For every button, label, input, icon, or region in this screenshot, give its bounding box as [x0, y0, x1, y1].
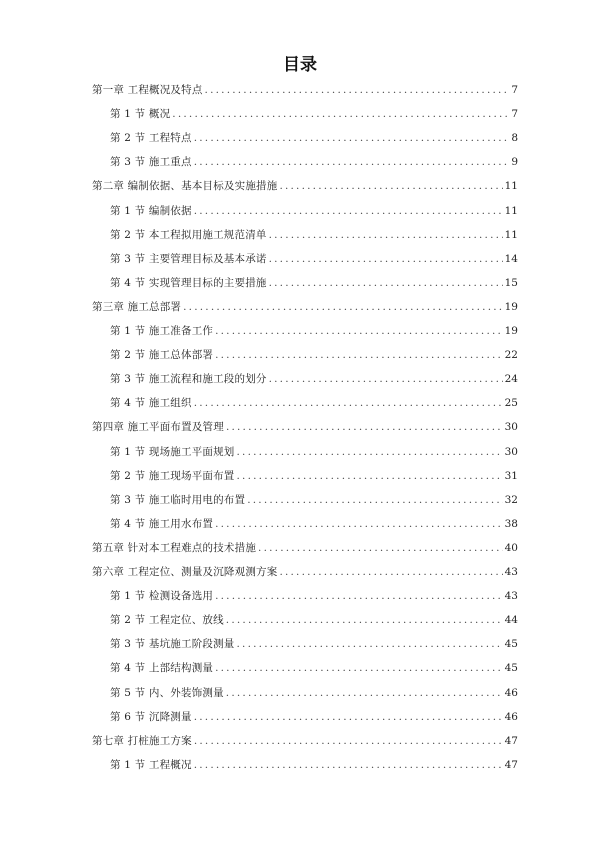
- toc-entry-label: 第 2 节 施工总体部署: [110, 349, 214, 362]
- toc-page-number: 15: [504, 276, 518, 289]
- toc-entry-label: 第 1 节 编制依据: [110, 204, 192, 217]
- toc-page-number: 30: [504, 445, 518, 458]
- toc-dot-leader: [237, 442, 503, 462]
- toc-dot-leader: [215, 586, 503, 606]
- toc-page-number: 47: [504, 734, 518, 747]
- toc-section-entry[interactable]: [110, 128, 518, 148]
- toc-page-number: 30: [504, 421, 518, 434]
- toc-page-number: 11: [504, 228, 518, 241]
- toc-chapter-entry[interactable]: [92, 562, 518, 582]
- toc-entry-label: 第 1 节 工程概况: [110, 758, 192, 771]
- toc-chapter-entry[interactable]: [92, 297, 518, 317]
- toc-entry-label: 第 1 节 检测设备选用: [110, 590, 214, 603]
- toc-page-number: 11: [504, 180, 518, 193]
- toc-section-entry[interactable]: [110, 755, 518, 775]
- toc-section-entry[interactable]: [110, 466, 518, 486]
- toc-dot-leader: [194, 755, 503, 775]
- toc-dot-leader: [194, 128, 510, 148]
- toc-dot-leader: [215, 321, 503, 341]
- toc-section-entry[interactable]: [110, 586, 518, 606]
- toc-page-number: 46: [504, 686, 518, 699]
- toc-section-entry[interactable]: [110, 514, 518, 534]
- toc-page-number: 14: [504, 252, 518, 265]
- toc-dot-leader: [205, 80, 510, 100]
- toc-section-entry[interactable]: [110, 249, 518, 269]
- toc-entry-label: 第 3 节 施工重点: [110, 156, 192, 169]
- toc-dot-leader: [269, 225, 503, 245]
- toc-page-number: 43: [504, 590, 518, 603]
- toc-page-number: 38: [504, 517, 518, 530]
- toc-dot-leader: [194, 152, 510, 172]
- toc-entry-label: 第三章 施工总部署: [92, 300, 182, 313]
- toc-section-entry[interactable]: [110, 658, 518, 678]
- toc-entry-label: 第四章 施工平面布置及管理: [92, 421, 224, 434]
- toc-entry-label: 第 4 节 施工组织: [110, 397, 192, 410]
- toc-dot-leader: [215, 345, 503, 365]
- toc-entry-label: 第 1 节 概况: [110, 108, 171, 121]
- toc-section-entry[interactable]: [110, 201, 518, 221]
- toc-page-number: 46: [504, 710, 518, 723]
- toc-section-entry[interactable]: [110, 442, 518, 462]
- toc-page-number: 7: [511, 108, 518, 121]
- toc-entry-label: 第 2 节 工程定位、放线: [110, 614, 224, 627]
- toc-dot-leader: [237, 634, 503, 654]
- toc-section-entry[interactable]: [110, 707, 518, 727]
- toc-page-number: 22: [504, 349, 518, 362]
- toc-entry-label: 第 5 节 内、外装饰测量: [110, 686, 224, 699]
- toc-page-number: 44: [504, 614, 518, 627]
- toc-page-number: 45: [504, 662, 518, 675]
- toc-dot-leader: [194, 393, 503, 413]
- toc-dot-leader: [269, 273, 503, 293]
- toc-dot-leader: [194, 707, 503, 727]
- toc-page-number: 24: [504, 373, 518, 386]
- toc-page-number: 19: [504, 325, 518, 337]
- toc-dot-leader: [194, 731, 503, 751]
- toc-entry-label: 第 1 节 现场施工平面规划: [110, 445, 235, 458]
- toc-page-number: 19: [504, 300, 518, 313]
- toc-dot-leader: [279, 562, 502, 582]
- toc-chapter-entry[interactable]: [92, 731, 518, 751]
- toc-section-entry[interactable]: [110, 683, 518, 703]
- toc-chapter-entry[interactable]: [92, 80, 518, 100]
- toc-page-number: 25: [504, 397, 518, 410]
- toc-section-entry[interactable]: [110, 152, 518, 172]
- toc-page-number: 9: [511, 156, 518, 169]
- toc-page-number: 47: [504, 758, 518, 771]
- toc-dot-leader: [279, 176, 502, 196]
- toc-dot-leader: [183, 297, 502, 317]
- toc-entry-label: 第 4 节 施工用水布置: [110, 517, 214, 530]
- toc-section-entry[interactable]: [110, 369, 518, 389]
- toc-entry-label: 第五章 针对本工程难点的技术措施: [92, 541, 257, 554]
- toc-entry-label: 第一章 工程概况及特点: [92, 84, 203, 96]
- toc-page-number: 45: [504, 638, 518, 651]
- toc-entry-label: 第 4 节 上部结构测量: [110, 662, 214, 675]
- toc-section-entry[interactable]: [110, 345, 518, 365]
- toc-page-number: 31: [504, 469, 518, 482]
- toc-dot-leader: [215, 514, 503, 534]
- toc-dot-leader: [215, 658, 503, 678]
- toc-entry-label: 第 3 节 主要管理目标及基本承诺: [110, 252, 267, 265]
- page-title: 目录: [283, 55, 317, 75]
- toc-chapter-entry[interactable]: [92, 538, 518, 558]
- toc-dot-leader: [269, 369, 503, 389]
- toc-section-entry[interactable]: [110, 104, 518, 124]
- toc-entry-label: 第 2 节 本工程拟用施工规范清单: [110, 228, 267, 241]
- toc-dot-leader: [237, 466, 503, 486]
- toc-page-number: 43: [504, 566, 518, 578]
- toc-section-entry[interactable]: [110, 321, 518, 341]
- toc-chapter-entry[interactable]: [92, 417, 518, 437]
- toc-page-number: 40: [504, 541, 518, 554]
- toc-dot-leader: [226, 683, 503, 703]
- toc-page-number: 32: [504, 493, 518, 506]
- toc-section-entry[interactable]: [110, 634, 518, 654]
- toc-dot-leader: [269, 249, 503, 269]
- toc-entry-label: 第 3 节 施工临时用电的布置: [110, 493, 246, 506]
- toc-dot-leader: [226, 610, 503, 630]
- toc-page-number: 8: [511, 132, 518, 145]
- toc-entry-label: 第六章 工程定位、测量及沉降观测方案: [92, 566, 278, 578]
- toc-page-number: 7: [511, 84, 518, 96]
- toc-section-entry[interactable]: [110, 225, 518, 245]
- toc-entry-label: 第 2 节 施工现场平面布置: [110, 469, 235, 482]
- toc-dot-leader: [258, 538, 503, 558]
- toc-section-entry[interactable]: [110, 393, 518, 413]
- toc-entry-label: 第 4 节 实现管理目标的主要措施: [110, 276, 267, 289]
- toc-entry-label: 第 3 节 基坑施工阶段测量: [110, 638, 235, 651]
- toc-dot-leader: [247, 490, 502, 510]
- toc-chapter-entry[interactable]: [92, 176, 518, 196]
- toc-section-entry[interactable]: [110, 610, 518, 630]
- toc-entry-label: 第 3 节 施工流程和施工段的划分: [110, 373, 267, 386]
- toc-dot-leader: [194, 201, 503, 221]
- toc-dot-leader: [226, 417, 503, 437]
- toc-entry-label: 第七章 打桩施工方案: [92, 734, 192, 747]
- toc-entry-label: 第 2 节 工程特点: [110, 132, 192, 145]
- toc-page-number: 11: [504, 204, 518, 217]
- toc-entry-label: 第 1 节 施工准备工作: [110, 325, 214, 337]
- toc-section-entry[interactable]: [110, 490, 518, 510]
- toc-entry-label: 第二章 编制依据、基本目标及实施措施: [92, 180, 278, 193]
- toc-section-entry[interactable]: [110, 273, 518, 293]
- toc-dot-leader: [172, 104, 509, 124]
- toc-entry-label: 第 6 节 沉降测量: [110, 710, 192, 723]
